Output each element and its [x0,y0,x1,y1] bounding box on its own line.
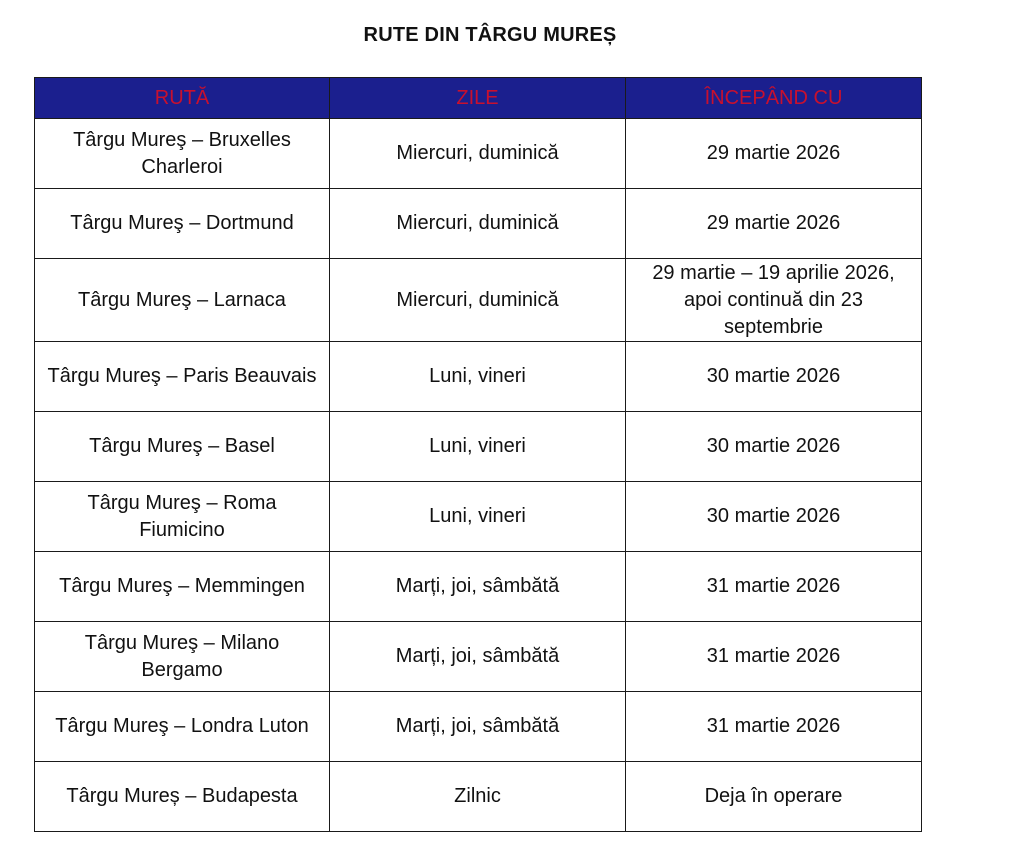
route-cell: Târgu Mureș – Budapesta [35,762,330,832]
table-row [35,482,922,552]
route-cell: Târgu Mureş – Bruxelles Charleroi [35,119,330,189]
table-row [35,259,922,342]
route-cell: Târgu Mureş – Basel [35,412,330,482]
start-cell: 31 martie 2026 [626,692,922,762]
days-cell: Miercuri, duminică [330,259,626,342]
route-cell: Târgu Mureş – Roma Fiumicino [35,482,330,552]
table-row [35,552,922,622]
start-cell: 30 martie 2026 [626,342,922,412]
table-row [35,342,922,412]
start-cell: 31 martie 2026 [626,622,922,692]
table-header-row [35,78,922,119]
start-cell: 31 martie 2026 [626,552,922,622]
column-header-start: ÎNCEPÂND CU [626,78,922,119]
start-cell: 29 martie 2026 [626,189,922,259]
days-cell: Luni, vineri [330,482,626,552]
table-row [35,692,922,762]
start-cell: 30 martie 2026 [626,412,922,482]
table-row [35,119,922,189]
start-cell: 30 martie 2026 [626,482,922,552]
start-cell: 29 martie – 19 aprilie 2026, apoi continuă din 23 septembrie [626,259,922,342]
route-cell: Târgu Mureş – Londra Luton [35,692,330,762]
route-cell: Târgu Mureş – Dortmund [35,189,330,259]
days-cell: Miercuri, duminică [330,189,626,259]
table-row [35,412,922,482]
days-cell: Luni, vineri [330,412,626,482]
days-cell: Marți, joi, sâmbătă [330,692,626,762]
page-title: RUTE DIN TÂRGU MUREȘ [363,24,617,46]
days-cell: Luni, vineri [330,342,626,412]
table-row [35,622,922,692]
start-cell: Deja în operare [626,762,922,832]
days-cell: Marți, joi, sâmbătă [330,622,626,692]
start-cell: 29 martie 2026 [626,119,922,189]
table-row [35,189,922,259]
table-row [35,762,922,832]
route-cell: Târgu Mureş – Milano Bergamo [35,622,330,692]
column-header-days: ZILE [330,78,626,119]
routes-table [34,77,922,832]
route-cell: Târgu Mureş – Memmingen [35,552,330,622]
days-cell: Marți, joi, sâmbătă [330,552,626,622]
route-cell: Târgu Mureş – Larnaca [35,259,330,342]
days-cell: Zilnic [330,762,626,832]
days-cell: Miercuri, duminică [330,119,626,189]
column-header-route: RUTĂ [35,78,330,119]
route-cell: Târgu Mureş – Paris Beauvais [35,342,330,412]
